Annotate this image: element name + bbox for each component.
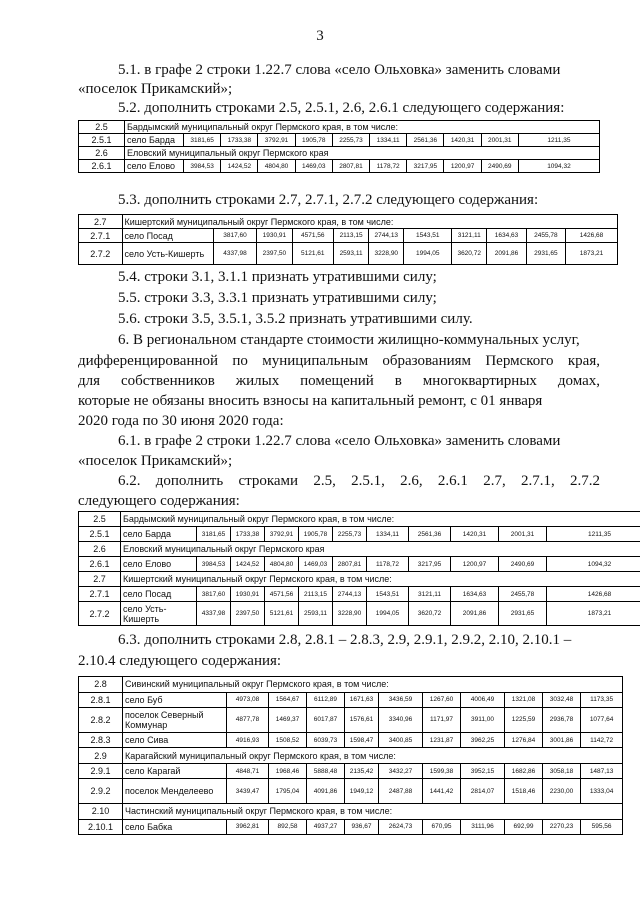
row-number-cell: 2.6 — [79, 542, 121, 557]
settlement-row — [79, 692, 623, 708]
value-cell: 1334,11 — [370, 134, 407, 147]
value-cell: 3817,60 — [213, 229, 257, 243]
value-cell: 3792,91 — [258, 134, 295, 147]
district-name-cell: Еловский муниципальный округ Пермского края — [124, 147, 599, 160]
table-rows-2-5-to-2-6-1 — [78, 120, 600, 173]
paragraph-5-5: 5.5. строки 3.3, 3.3.1 признать утратившими силу; — [118, 290, 437, 306]
value-cell: 2455,78 — [526, 229, 565, 243]
value-cell: 1634,63 — [487, 229, 526, 243]
value-cell: 892,58 — [269, 819, 307, 835]
value-cell: 3984,53 — [197, 557, 231, 572]
value-cell: 1930,91 — [231, 587, 265, 602]
district-header-row — [79, 748, 623, 764]
value-cell: 2593,11 — [299, 602, 333, 626]
settlement-row — [79, 732, 623, 748]
value-cell: 2091,86 — [487, 243, 526, 265]
value-cell: 4337,98 — [197, 602, 231, 626]
value-cell: 1518,46 — [505, 779, 543, 804]
row-number-cell: 2.8 — [79, 677, 123, 693]
value-cell: 4937,27 — [307, 819, 345, 835]
row-number-cell: 2.6 — [79, 147, 125, 160]
value-cell: 3432,27 — [379, 763, 423, 779]
settlement-row — [79, 229, 618, 243]
district-header-row — [79, 121, 600, 134]
value-cell: 3620,72 — [409, 602, 451, 626]
value-cell: 3181,65 — [197, 527, 231, 542]
value-cell: 4006,49 — [461, 692, 505, 708]
district-name-cell: Частинский муниципальный округ Пермского края, в том числе: — [123, 804, 623, 820]
value-cell: 1094,32 — [547, 557, 640, 572]
value-cell: 6039,73 — [307, 732, 345, 748]
district-name-cell: Бардымский муниципальный округ Пермского края, в том числе: — [121, 512, 640, 527]
value-cell: 2807,81 — [332, 160, 369, 173]
settlement-row — [79, 587, 640, 602]
settlement-name-cell: село Усть-Кишерть — [121, 602, 197, 626]
row-number-cell: 2.5 — [79, 121, 125, 134]
settlement-row — [79, 819, 623, 835]
value-cell: 4571,56 — [265, 587, 299, 602]
district-header-row — [79, 677, 623, 693]
value-cell: 1682,86 — [505, 763, 543, 779]
value-cell: 3217,95 — [409, 557, 451, 572]
settlement-name-cell: село Сива — [123, 732, 227, 748]
value-cell: 2931,65 — [499, 602, 547, 626]
row-number-cell: 2.7 — [79, 572, 121, 587]
value-cell: 2397,50 — [231, 602, 265, 626]
value-cell: 1733,38 — [221, 134, 258, 147]
value-cell: 936,67 — [345, 819, 379, 835]
value-cell: 2593,11 — [333, 243, 368, 265]
row-number-cell: 2.7.1 — [79, 229, 123, 243]
row-number-cell: 2.7.2 — [79, 602, 121, 626]
value-cell: 4848,71 — [227, 763, 269, 779]
value-cell: 1873,21 — [566, 243, 618, 265]
row-number-cell: 2.8.2 — [79, 708, 123, 733]
value-cell: 2455,78 — [499, 587, 547, 602]
value-cell: 2744,13 — [369, 229, 404, 243]
value-cell: 1543,51 — [404, 229, 452, 243]
value-cell: 2936,78 — [543, 708, 581, 733]
value-cell: 1142,72 — [581, 732, 623, 748]
value-cell: 4804,80 — [258, 160, 295, 173]
value-cell: 2487,88 — [379, 779, 423, 804]
value-cell: 2255,73 — [333, 527, 367, 542]
value-cell: 2807,81 — [333, 557, 367, 572]
settlement-name-cell: село Посад — [121, 587, 197, 602]
paragraph-5-6: 5.6. строки 3.5, 3.5.1, 3.5.2 признать утратившими силу. — [118, 311, 473, 327]
paragraph-5-2: 5.2. дополнить строками 2.5, 2.5.1, 2.6, 2.6.1 следующего содержания: — [118, 100, 565, 116]
value-cell: 3792,91 — [265, 527, 299, 542]
value-cell: 2490,69 — [499, 557, 547, 572]
value-cell: 1949,12 — [345, 779, 379, 804]
value-cell: 2230,00 — [543, 779, 581, 804]
value-cell: 1968,46 — [269, 763, 307, 779]
settlement-name-cell: село Усть-Кишерть — [122, 243, 213, 265]
settlement-name-cell: поселок Менделеево — [123, 779, 227, 804]
value-cell: 670,95 — [423, 819, 461, 835]
paragraph-6-1-line-2: «поселок Прикамский»; — [78, 453, 233, 469]
value-cell: 1420,31 — [444, 134, 481, 147]
paragraph-6-2-line-1: 6.2. дополнить строками 2.5, 2.5.1, 2.6, 2.6.1 2.7, 2.7.1, 2.7.2 — [118, 473, 600, 489]
settlement-name-cell: село Барда — [121, 527, 197, 542]
value-cell: 3340,96 — [379, 708, 423, 733]
value-cell: 1424,52 — [221, 160, 258, 173]
value-cell: 3962,25 — [461, 732, 505, 748]
value-cell: 1994,05 — [367, 602, 409, 626]
row-number-cell: 2.9 — [79, 748, 123, 764]
value-cell: 3217,95 — [407, 160, 444, 173]
district-header-row — [79, 804, 623, 820]
row-number-cell: 2.7.1 — [79, 587, 121, 602]
value-cell: 1634,63 — [451, 587, 499, 602]
value-cell: 2091,86 — [451, 602, 499, 626]
value-cell: 1469,37 — [269, 708, 307, 733]
settlement-row — [79, 527, 640, 542]
value-cell: 1200,97 — [444, 160, 481, 173]
value-cell: 2255,73 — [332, 134, 369, 147]
value-cell: 3817,60 — [197, 587, 231, 602]
paragraph-6-2-line-2: следующего содержания: — [78, 493, 240, 509]
value-cell: 1321,08 — [505, 692, 543, 708]
value-cell: 692,99 — [505, 819, 543, 835]
district-header-row — [79, 512, 640, 527]
value-cell: 5121,61 — [292, 243, 333, 265]
value-cell: 1094,32 — [518, 160, 599, 173]
value-cell: 4337,98 — [213, 243, 257, 265]
settlement-name-cell: поселок Северный Коммунар — [123, 708, 227, 733]
district-header-row — [79, 215, 618, 229]
value-cell: 3001,86 — [543, 732, 581, 748]
value-cell: 1599,38 — [423, 763, 461, 779]
paragraph-6-3-line-1: 6.3. дополнить строками 2.8, 2.8.1 – 2.8.3, 2.9, 2.9.1, 2.9.2, 2.10, 2.10.1 – — [118, 632, 572, 648]
settlement-name-cell: село Посад — [122, 229, 213, 243]
value-cell: 1508,52 — [269, 732, 307, 748]
district-name-cell: Сивинский муниципальный округ Пермского края, в том числе: — [123, 677, 623, 693]
value-cell: 1576,61 — [345, 708, 379, 733]
value-cell: 2001,31 — [499, 527, 547, 542]
value-cell: 6017,87 — [307, 708, 345, 733]
value-cell: 3439,47 — [227, 779, 269, 804]
value-cell: 4877,78 — [227, 708, 269, 733]
district-name-cell: Бардымский муниципальный округ Пермского края, в том числе: — [124, 121, 599, 134]
value-cell: 1231,87 — [423, 732, 461, 748]
row-number-cell: 2.8.3 — [79, 732, 123, 748]
row-number-cell: 2.10.1 — [79, 819, 123, 835]
value-cell: 1598,47 — [345, 732, 379, 748]
settlement-name-cell: село Елово — [121, 557, 197, 572]
row-number-cell: 2.7.2 — [79, 243, 123, 265]
value-cell: 2135,42 — [345, 763, 379, 779]
value-cell: 2931,65 — [526, 243, 565, 265]
table-rows-2-7-to-2-7-2 — [78, 214, 618, 265]
row-number-cell: 2.6.1 — [79, 557, 121, 572]
value-cell: 3111,96 — [461, 819, 505, 835]
value-cell: 1420,31 — [451, 527, 499, 542]
value-cell: 3400,85 — [379, 732, 423, 748]
district-name-cell: Карагайский муниципальный округ Пермского края, в том числе: — [123, 748, 623, 764]
settlement-row — [79, 708, 623, 733]
settlement-row — [79, 602, 640, 626]
value-cell: 1795,04 — [269, 779, 307, 804]
row-number-cell: 2.7 — [79, 215, 123, 229]
value-cell: 5121,61 — [265, 602, 299, 626]
value-cell: 1564,67 — [269, 692, 307, 708]
row-number-cell: 2.10 — [79, 804, 123, 820]
district-name-cell: Еловский муниципальный округ Пермского края — [121, 542, 640, 557]
row-number-cell: 2.9.1 — [79, 763, 123, 779]
row-number-cell: 2.9.2 — [79, 779, 123, 804]
value-cell: 2624,73 — [379, 819, 423, 835]
value-cell: 2744,13 — [333, 587, 367, 602]
value-cell: 1333,04 — [581, 779, 623, 804]
value-cell: 3121,11 — [409, 587, 451, 602]
value-cell: 2814,07 — [461, 779, 505, 804]
value-cell: 2113,15 — [333, 229, 368, 243]
value-cell: 3058,18 — [543, 763, 581, 779]
value-cell: 6112,89 — [307, 692, 345, 708]
settlement-row — [79, 763, 623, 779]
value-cell: 1173,35 — [581, 692, 623, 708]
value-cell: 1733,38 — [231, 527, 265, 542]
settlement-name-cell: село Буб — [123, 692, 227, 708]
value-cell: 595,56 — [581, 819, 623, 835]
value-cell: 1469,03 — [299, 557, 333, 572]
value-cell: 3032,48 — [543, 692, 581, 708]
value-cell: 3228,90 — [333, 602, 367, 626]
row-number-cell: 2.5 — [79, 512, 121, 527]
row-number-cell: 2.5.1 — [79, 527, 121, 542]
value-cell: 1543,51 — [367, 587, 409, 602]
value-cell: 1469,03 — [295, 160, 332, 173]
value-cell: 3952,15 — [461, 763, 505, 779]
table-rows-2-5-to-2-7-2 — [78, 511, 640, 626]
value-cell: 1873,21 — [547, 602, 640, 626]
value-cell: 1225,59 — [505, 708, 543, 733]
paragraph-6-line-4: которые не обязаны вносить взносы на капитальный ремонт, с 01 января — [78, 393, 543, 409]
paragraph-6-line-2: дифференцированной по муниципальным образованиям Пермского края, — [78, 353, 600, 369]
value-cell: 1426,68 — [566, 229, 618, 243]
value-cell: 1211,35 — [547, 527, 640, 542]
value-cell: 3620,72 — [452, 243, 487, 265]
value-cell: 1905,78 — [295, 134, 332, 147]
paragraph-6-line-1: 6. В региональном стандарте стоимости жилищно-коммунальных услуг, — [118, 332, 580, 348]
value-cell: 4973,08 — [227, 692, 269, 708]
value-cell: 4091,86 — [307, 779, 345, 804]
value-cell: 3984,53 — [184, 160, 221, 173]
value-cell: 1077,64 — [581, 708, 623, 733]
value-cell: 1276,84 — [505, 732, 543, 748]
table-rows-2-8-to-2-10-1 — [78, 676, 623, 835]
value-cell: 4571,56 — [292, 229, 333, 243]
district-header-row — [79, 572, 640, 587]
value-cell: 1334,11 — [367, 527, 409, 542]
value-cell: 3911,00 — [461, 708, 505, 733]
value-cell: 1671,63 — [345, 692, 379, 708]
district-name-cell: Кишертский муниципальный округ Пермского края, в том числе: — [121, 572, 640, 587]
value-cell: 3228,90 — [369, 243, 404, 265]
settlement-name-cell: село Карагай — [123, 763, 227, 779]
paragraph-6-line-5: 2020 года по 30 июня 2020 года: — [78, 413, 284, 429]
settlement-name-cell: село Бабка — [123, 819, 227, 835]
value-cell: 2561,36 — [407, 134, 444, 147]
paragraph-5-3: 5.3. дополнить строками 2.7, 2.7.1, 2.7.2 следующего содержания: — [118, 192, 539, 208]
paragraph-5-1-line-1: 5.1. в графе 2 строки 1.22.7 слова «село Ольховка» заменить словами — [118, 62, 561, 78]
paragraph-5-4: 5.4. строки 3.1, 3.1.1 признать утратившими силу; — [118, 269, 437, 285]
value-cell: 1994,05 — [404, 243, 452, 265]
settlement-row — [79, 779, 623, 804]
value-cell: 1211,35 — [518, 134, 599, 147]
value-cell: 2270,23 — [543, 819, 581, 835]
row-number-cell: 2.8.1 — [79, 692, 123, 708]
value-cell: 4916,93 — [227, 732, 269, 748]
value-cell: 1424,52 — [231, 557, 265, 572]
paragraph-6-1-line-1: 6.1. в графе 2 строки 1.22.7 слова «село Ольховка» заменить словами — [118, 433, 561, 449]
district-header-row — [79, 147, 600, 160]
value-cell: 1171,97 — [423, 708, 461, 733]
settlement-row — [79, 243, 618, 265]
value-cell: 1200,97 — [451, 557, 499, 572]
value-cell: 3121,11 — [452, 229, 487, 243]
value-cell: 1426,68 — [547, 587, 640, 602]
value-cell: 4804,80 — [265, 557, 299, 572]
paragraph-5-1-line-2: «поселок Прикамский»; — [78, 81, 233, 97]
value-cell: 2397,50 — [257, 243, 292, 265]
value-cell: 1441,42 — [423, 779, 461, 804]
district-name-cell: Кишертский муниципальный округ Пермского края, в том числе: — [122, 215, 617, 229]
settlement-row — [79, 160, 600, 173]
page-number: 3 — [316, 28, 324, 44]
district-header-row — [79, 542, 640, 557]
paragraph-6-line-3: для собственников жилых помещений в многоквартирных домах, — [78, 373, 600, 389]
value-cell: 3962,81 — [227, 819, 269, 835]
value-cell: 3436,59 — [379, 692, 423, 708]
row-number-cell: 2.5.1 — [79, 134, 125, 147]
settlement-name-cell: село Елово — [124, 160, 183, 173]
value-cell: 1487,13 — [581, 763, 623, 779]
settlement-name-cell: село Барда — [124, 134, 183, 147]
value-cell: 1905,78 — [299, 527, 333, 542]
settlement-row — [79, 134, 600, 147]
value-cell: 1930,91 — [257, 229, 292, 243]
value-cell: 2001,31 — [481, 134, 518, 147]
value-cell: 3181,65 — [184, 134, 221, 147]
value-cell: 1178,72 — [367, 557, 409, 572]
value-cell: 5888,48 — [307, 763, 345, 779]
value-cell: 2490,69 — [481, 160, 518, 173]
value-cell: 1178,72 — [370, 160, 407, 173]
paragraph-6-3-line-2: 2.10.4 следующего содержания: — [78, 653, 282, 669]
settlement-row — [79, 557, 640, 572]
row-number-cell: 2.6.1 — [79, 160, 125, 173]
value-cell: 1267,60 — [423, 692, 461, 708]
value-cell: 2561,36 — [409, 527, 451, 542]
value-cell: 2113,15 — [299, 587, 333, 602]
